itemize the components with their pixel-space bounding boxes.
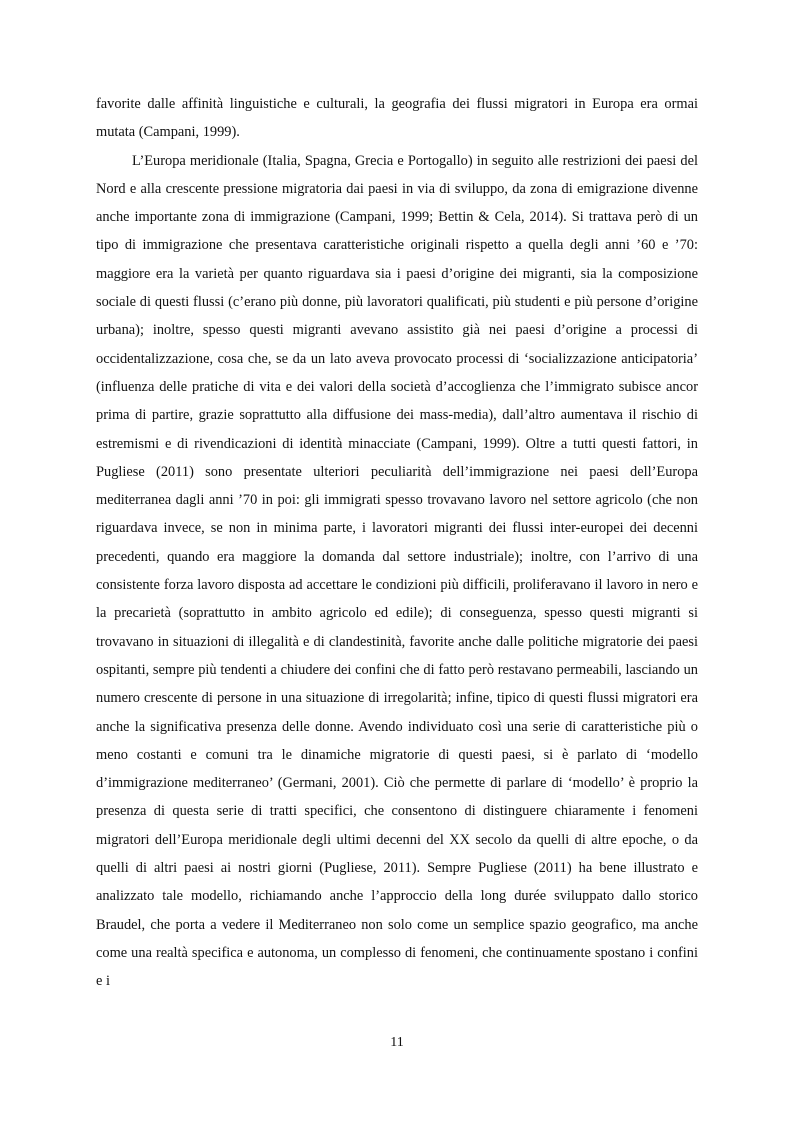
paragraph-southern-europe: L’Europa meridionale (Italia, Spagna, Grecia e Portogallo) in seguito alle restrizioni dei paesi del Nord e alla crescente pressione migratoria dai paesi in via di sviluppo, da zona di emigrazione divenne anche importante zona di immigrazione (Campani, 1999; Bettin & Cela, 2014). Si trattava però di un tipo di immigrazione che presentava caratteristiche originali rispetto a quella degli anni ’60 e ’70: maggiore era la varietà per quanto riguardava sia i paesi d’origine dei migranti, sia la composizione sociale di questi flussi (c’erano più donne, più lavoratori qualificati, più studenti e più persone d’origine urbana); inoltre, spesso questi migranti avevano assistito già nei paesi d’origine a processi di occidentalizzazione, cosa che, se da un lato aveva provocato processi di ‘socializzazione anticipatoria’ (influenza delle pratiche di vita e dei valori della società d’accoglienza che l’immigrato subisce ancor prima di partire, grazie soprattutto alla diffusione dei mass-media), dall’altro aumentava il rischio di estremismi e di rivendicazioni di identità minacciate (Campani, 1999). Oltre a tutti questi fattori, in Pugliese (2011) sono presentate ulteriori peculiarità dell’immigrazione nei paesi dell’Europa mediterranea dagli anni ’70 in poi: gli immigrati spesso trovavano lavoro nel settore agricolo (che non riguardava invece, se non in minima parte, i lavoratori migranti dei flussi inter-europei dei decenni precedenti, quando era maggiore la domanda dal settore industriale); inoltre, con l’arrivo di una consistente forza lavoro disposta ad accettare le condizioni più difficili, proliferavano il lavoro in nero e la precarietà (soprattutto in ambito agricolo ed edile); di conseguenza, spesso questi migranti si trovavano in situazioni di illegalità e di clandestinità, favorite anche dalle politiche migratorie dei paesi ospitanti, sempre più tendenti a chiudere dei confini che di fatto però restavano permeabili, lasciando un numero crescente di persone in una situazione di irregolarità; infine, tipico di questi flussi migratori era anche la significativa presenza delle donne. Avendo individuato così una serie di caratteristiche più o meno costanti e comuni tra le dinamiche migratorie di questi paesi, si è parlato di ‘modello d’immigrazione mediterraneo’ (Germani, 2001). Ciò che permette di parlare di ‘modello’ è proprio la presenza di questa serie di tratti specifici, che consentono di distinguere chiaramente i fenomeni migratori dell’Europa meridionale degli ultimi decenni del XX secolo da quelli di altre epoche, o da quelli di altri paesi ai nostri giorni (Pugliese, 2011). Sempre Pugliese (2011) ha bene illustrato e analizzato tale modello, richiamando anche l’approccio della long durée sviluppato dallo storico Braudel, che porta a vedere il Mediterraneo non solo come un semplice spazio geografico, ma anche come una realtà specifica e autonoma, un complesso di fenomeni, che continuamente spostano i confini e i [96,152,698,990]
paragraph-continuation: favorite dalle affinità linguistiche e culturali, la geografia dei flussi migratori in Europa era ormai mutata (Campani, 1999). [96,96,698,141]
body-text [96,90,698,996]
page-number: 11 [390,1035,404,1050]
